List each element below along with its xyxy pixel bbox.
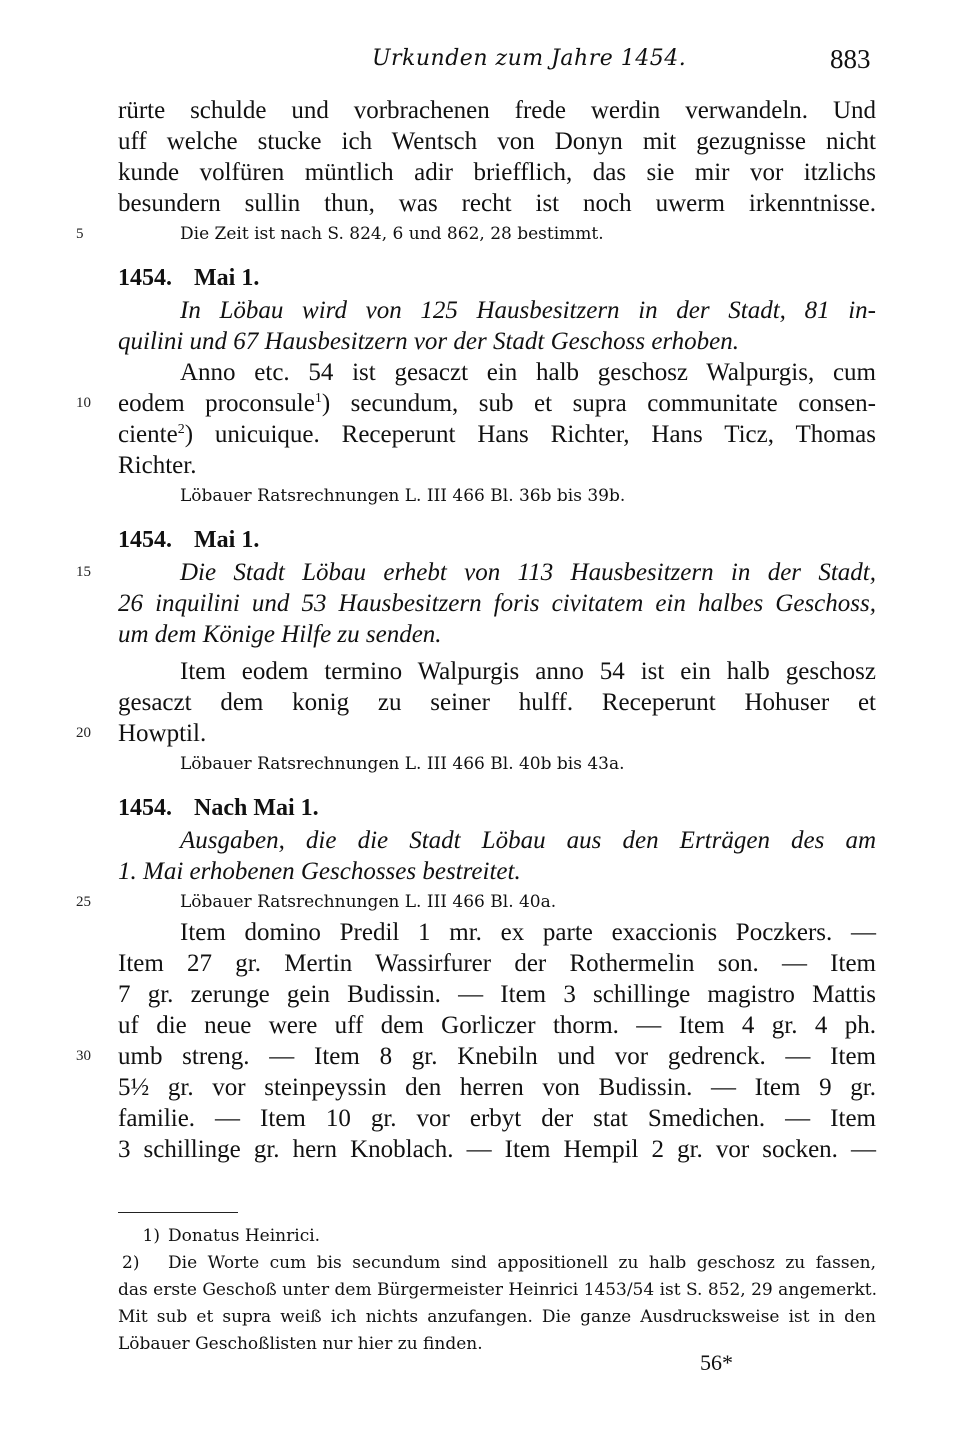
page-header — [0, 44, 960, 84]
text-line: Richter. — [118, 452, 197, 479]
entry-year: 1454. — [118, 265, 172, 291]
text-line: ciente$^2$) unicuique. Receperunt Hans Richter, Hans Ticz, Thomas — [118, 421, 876, 448]
footnote-mark: 1) — [142, 1226, 160, 1246]
text-line: gesaczt dem konig zu seiner hulff. Receperunt Hohuser et — [118, 689, 876, 716]
text-line: Anno etc. 54 ist gesaczt ein halb geschosz Walpurgis, cum — [180, 359, 876, 386]
entry-heading — [118, 261, 876, 295]
line-number: 25 — [76, 894, 91, 910]
text-line: 10 eodem proconsule$^1$) secundum, sub et supra communitate consen- — [76, 390, 876, 417]
text-line: uff welche stucke ich Wentsch von Donyn mit gezugnisse nicht — [118, 128, 876, 155]
entry-summary: Ausgaben, die die Stadt Löbau aus den Erträgen des am — [180, 827, 876, 854]
line-number: 5 — [76, 226, 84, 242]
footnote-divider — [118, 1212, 238, 1213]
footnote-line: Löbauer Geschoßlisten nur hier zu finden. — [118, 1334, 483, 1354]
text-line: 5½ gr. vor steinpeyssin den herren von Budissin. — Item 9 gr. — [118, 1074, 876, 1101]
text-line: uf die neue were uff dem Gorliczer thorm. — Item 4 gr. 4 ph. — [118, 1012, 876, 1039]
signature-mark: 56* — [700, 1350, 733, 1375]
footnotes — [118, 1223, 876, 1358]
text-line: 30 umb streng. — Item 8 gr. Knebiln und vor gedrenck. — Item — [76, 1043, 876, 1070]
entry-heading — [118, 523, 876, 557]
entry-date: Mai 1. — [194, 265, 260, 291]
dating-note: 5 Die Zeit ist nach S. 824, 6 und 862, 28 bestimmt. — [118, 219, 876, 249]
source-citation: Löbauer Ratsrechnungen L. III 466 Bl. 36b bis 39b. — [180, 486, 626, 506]
entry-summary: quilini und 67 Hausbesitzern vor der Stadt Geschoss erhoben. — [118, 328, 740, 355]
footnote: 2) Die Worte cum bis secundum sind appositionell zu halb geschosz zu fassen, — [118, 1250, 876, 1277]
text-line: kunde volfüren müntlich adir briefflich, das sie mir vor itzlichs — [118, 159, 876, 186]
text-line: Item 27 gr. Mertin Wassirfurer der Rothermelin son. — Item — [118, 950, 876, 977]
text-line: 20 Howptil. — [76, 720, 207, 747]
entry-summary: 15 Die Stadt Löbau erhebt von 113 Hausbesitzern in der Stadt, — [76, 559, 876, 586]
source-citation: 25 Löbauer Ratsrechnungen L. III 466 Bl. 40a. — [118, 887, 876, 917]
line-number: 30 — [76, 1048, 91, 1064]
entry-summary: um dem Könige Hilfe zu senden. — [118, 621, 442, 648]
line-number: 20 — [76, 725, 91, 741]
entry-heading — [118, 791, 876, 825]
entry-year: 1454. — [118, 795, 172, 821]
footnote-ref: 2 — [177, 422, 185, 437]
footnote-line: das erste Geschoß unter dem Bürgermeister Heinrici 1453/54 ist S. 852, 29 angemerkt. — [118, 1280, 877, 1300]
line-number: 15 — [76, 564, 91, 580]
page-number: 883 — [830, 44, 871, 74]
main-text — [76, 95, 876, 1165]
line-number: 10 — [76, 395, 91, 411]
entry-summary: 26 inquilini und 53 Hausbesitzern foris civitatem ein halbes Geschoss, — [118, 590, 876, 617]
text-line: Item domino Predil 1 mr. ex parte exaccionis Poczkers. — — [180, 919, 876, 946]
text-line: Item eodem termino Walpurgis anno 54 ist ein halb geschosz — [180, 658, 876, 685]
running-head: Urkunden zum Jahre 1454. — [372, 46, 687, 71]
text-line: familie. — Item 10 gr. vor erbyt der stat Smedichen. — Item — [118, 1105, 876, 1132]
footnote-mark: 2) — [122, 1253, 140, 1273]
footnote-ref: 1 — [314, 391, 322, 406]
text-line: rürte schulde und vorbrachenen frede werdin verwandeln. Und — [118, 97, 876, 124]
entry-date: Mai 1. — [194, 527, 260, 553]
entry-year: 1454. — [118, 527, 172, 553]
text-line: 3 schillinge gr. hern Knoblach. — Item Hempil 2 gr. vor socken. — — [118, 1136, 876, 1163]
source-citation: Löbauer Ratsrechnungen L. III 466 Bl. 40b bis 43a. — [180, 754, 625, 774]
text-line: 7 gr. zerunge gein Budissin. — Item 3 schillinge magistro Mattis — [118, 981, 876, 1008]
entry-summary: In Löbau wird von 125 Hausbesitzern in der Stadt, 81 in- — [180, 297, 876, 324]
entry-date: Nach Mai 1. — [194, 795, 319, 821]
footnote-line: Mit sub et supra weiß ich nichts anzufangen. Die ganze Ausdrucksweise ist in den — [118, 1307, 876, 1327]
footnote: 1) Donatus Heinrici. — [118, 1223, 876, 1250]
entry-summary: 1. Mai erhobenen Geschosses bestreitet. — [118, 858, 521, 885]
text-line: besundern sullin thun, was recht ist noch uwerm irkenntnisse. — [118, 190, 876, 217]
